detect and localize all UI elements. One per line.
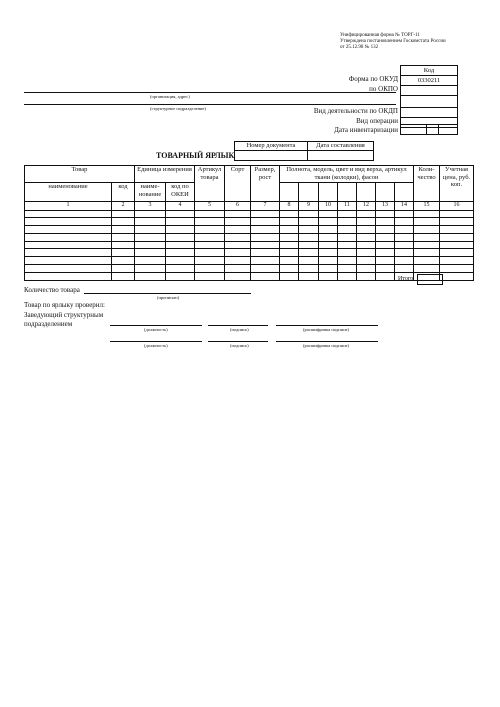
- table-cell[interactable]: [319, 218, 338, 226]
- table-cell[interactable]: [440, 233, 474, 241]
- inventory-date-box: [400, 124, 458, 135]
- goods-table: [24, 165, 474, 281]
- table-cell[interactable]: [440, 241, 474, 249]
- okud-label: Форма по ОКУД: [348, 75, 398, 83]
- table-cell[interactable]: [112, 249, 135, 257]
- table-row: [25, 233, 474, 241]
- form-date: от 25.12.98 № 132: [340, 45, 379, 50]
- subdivision-caption: (структурное подразделение): [150, 106, 206, 111]
- table-cell[interactable]: [251, 272, 280, 280]
- table-cell[interactable]: [195, 272, 225, 280]
- table-cell[interactable]: [319, 210, 338, 218]
- table-cell[interactable]: [225, 226, 251, 234]
- table-cell[interactable]: [280, 233, 299, 241]
- table-cell[interactable]: [166, 218, 195, 226]
- table-cell[interactable]: [299, 241, 319, 249]
- fullness-sub-6: [376, 183, 395, 202]
- table-cell[interactable]: [166, 272, 195, 280]
- size-header: Размер, рост: [251, 166, 280, 202]
- table-cell[interactable]: [395, 265, 414, 273]
- total-value[interactable]: [417, 274, 443, 285]
- col-number: 4: [166, 202, 195, 211]
- goods-header: Товар: [25, 166, 135, 183]
- total-label: Итого: [398, 276, 414, 282]
- table-cell[interactable]: [376, 272, 395, 280]
- table-cell[interactable]: [357, 265, 376, 273]
- table-cell[interactable]: [440, 210, 474, 218]
- table-cell[interactable]: [280, 226, 299, 234]
- table-cell[interactable]: [195, 233, 225, 241]
- col-number: 6: [225, 202, 251, 211]
- decoding-caption-2: (расшифровка подписи): [303, 343, 349, 348]
- table-cell[interactable]: [166, 249, 195, 257]
- table-cell[interactable]: [357, 210, 376, 218]
- qty-label: Количество товара: [24, 286, 80, 294]
- quantity-header: Коли-чество: [414, 166, 440, 202]
- table-cell[interactable]: [225, 249, 251, 257]
- decoding-line-1[interactable]: [276, 325, 378, 326]
- okdp-value[interactable]: [401, 108, 458, 118]
- position-line-2[interactable]: [110, 341, 202, 342]
- table-cell[interactable]: [112, 265, 135, 273]
- table-cell[interactable]: [319, 257, 338, 265]
- blank-code[interactable]: [401, 96, 458, 108]
- table-cell[interactable]: [280, 272, 299, 280]
- table-cell[interactable]: [338, 241, 357, 249]
- table-cell[interactable]: [357, 249, 376, 257]
- fullness-sub-4: [338, 183, 357, 202]
- table-cell[interactable]: [414, 249, 440, 257]
- table-cell[interactable]: [414, 226, 440, 234]
- table-cell[interactable]: [376, 210, 395, 218]
- col-number: 13: [376, 202, 395, 211]
- signature-caption-2: (подпись): [230, 343, 249, 348]
- table-cell[interactable]: [25, 249, 112, 257]
- fullness-sub-5: [357, 183, 376, 202]
- table-cell[interactable]: [319, 265, 338, 273]
- table-cell[interactable]: [280, 241, 299, 249]
- table-cell[interactable]: [225, 218, 251, 226]
- table-body: [25, 210, 474, 280]
- table-cell[interactable]: [251, 233, 280, 241]
- doc-date-value[interactable]: [308, 151, 374, 161]
- table-cell[interactable]: [357, 272, 376, 280]
- table-cell[interactable]: [376, 265, 395, 273]
- col-number: 14: [395, 202, 414, 211]
- signature-caption-1: (подпись): [230, 327, 249, 332]
- table-cell[interactable]: [251, 249, 280, 257]
- okpo-label: по ОКПО: [369, 85, 398, 93]
- table-cell[interactable]: [395, 226, 414, 234]
- col-number: 7: [251, 202, 280, 211]
- operation-label: Вид операции: [356, 117, 398, 125]
- table-cell[interactable]: [376, 218, 395, 226]
- table-cell[interactable]: [376, 233, 395, 241]
- table-cell[interactable]: [195, 226, 225, 234]
- table-cell[interactable]: [357, 233, 376, 241]
- table-cell[interactable]: [135, 249, 166, 257]
- table-cell[interactable]: [299, 210, 319, 218]
- table-cell[interactable]: [338, 226, 357, 234]
- table-cell[interactable]: [135, 233, 166, 241]
- table-cell[interactable]: [25, 257, 112, 265]
- page-title: ТОВАРНЫЙ ЯРЛЫК: [156, 151, 235, 160]
- codes-header: Код: [401, 66, 458, 76]
- table-cell[interactable]: [25, 272, 112, 280]
- col-number: 5: [195, 202, 225, 211]
- table-cell[interactable]: [338, 249, 357, 257]
- table-cell[interactable]: [280, 257, 299, 265]
- table-cell[interactable]: [299, 265, 319, 273]
- position-caption-1: (должность): [144, 327, 168, 332]
- table-cell[interactable]: [166, 226, 195, 234]
- table-cell[interactable]: [225, 257, 251, 265]
- table-cell[interactable]: [376, 257, 395, 265]
- price-header: Учетная цена, руб. коп.: [440, 166, 474, 202]
- table-cell[interactable]: [195, 241, 225, 249]
- inv-date-day[interactable]: [401, 125, 427, 135]
- table-cell[interactable]: [414, 265, 440, 273]
- table-cell[interactable]: [112, 233, 135, 241]
- table-cell[interactable]: [319, 233, 338, 241]
- table-cell[interactable]: [166, 210, 195, 218]
- qty-caption: (прописью): [157, 295, 180, 300]
- table-cell[interactable]: [225, 272, 251, 280]
- table-cell[interactable]: [251, 218, 280, 226]
- table-cell[interactable]: [299, 272, 319, 280]
- table-cell[interactable]: [195, 257, 225, 265]
- table-cell[interactable]: [338, 233, 357, 241]
- table-cell[interactable]: [395, 249, 414, 257]
- table-cell[interactable]: [319, 226, 338, 234]
- table-cell[interactable]: [251, 241, 280, 249]
- table-cell[interactable]: [112, 210, 135, 218]
- table-cell[interactable]: [112, 226, 135, 234]
- table-row: [25, 210, 474, 218]
- fullness-sub-1: [280, 183, 299, 202]
- table-cell[interactable]: [319, 241, 338, 249]
- table-cell[interactable]: [135, 257, 166, 265]
- doc-number-label: Номер документа: [235, 142, 308, 151]
- table-cell[interactable]: [414, 241, 440, 249]
- table-cell[interactable]: [299, 257, 319, 265]
- inv-date-month[interactable]: [427, 125, 438, 135]
- decoding-line-2[interactable]: [276, 341, 378, 342]
- table-cell[interactable]: [414, 210, 440, 218]
- table-cell[interactable]: [299, 218, 319, 226]
- table-row: [25, 226, 474, 234]
- table-row: [25, 249, 474, 257]
- grade-header: Сорт: [225, 166, 251, 202]
- table-cell[interactable]: [112, 257, 135, 265]
- position-line-1[interactable]: [110, 325, 202, 326]
- table-cell[interactable]: [338, 265, 357, 273]
- signature-line-2[interactable]: [208, 341, 268, 342]
- doc-number-value[interactable]: [235, 151, 308, 161]
- form-approval: Утверждена постановлением Госкомстата России: [340, 39, 446, 44]
- decoding-caption-1: (расшифровка подписи): [303, 327, 349, 332]
- table-cell[interactable]: [376, 249, 395, 257]
- table-row: [25, 218, 474, 226]
- table-cell[interactable]: [414, 257, 440, 265]
- table-cell[interactable]: [357, 226, 376, 234]
- doc-date-label: Дата составления: [308, 142, 374, 151]
- table-cell[interactable]: [25, 210, 112, 218]
- table-cell[interactable]: [280, 218, 299, 226]
- checked-label: Товар по ярлыку проверил:: [24, 301, 105, 309]
- table-cell[interactable]: [195, 210, 225, 218]
- table-cell[interactable]: [251, 210, 280, 218]
- doc-number-table: [234, 141, 374, 161]
- fullness-sub-3: [319, 183, 338, 202]
- table-cell[interactable]: [112, 272, 135, 280]
- table-cell[interactable]: [357, 257, 376, 265]
- codes-box: [400, 65, 458, 128]
- table-cell[interactable]: [195, 249, 225, 257]
- unit-okei-header: код по ОКЕИ: [166, 183, 195, 202]
- table-cell[interactable]: [25, 226, 112, 234]
- table-cell[interactable]: [440, 265, 474, 273]
- table-cell[interactable]: [440, 257, 474, 265]
- table-cell[interactable]: [135, 218, 166, 226]
- table-cell[interactable]: [251, 226, 280, 234]
- table-cell[interactable]: [195, 218, 225, 226]
- table-cell[interactable]: [135, 272, 166, 280]
- table-cell[interactable]: [395, 210, 414, 218]
- table-cell[interactable]: [395, 257, 414, 265]
- table-cell[interactable]: [225, 210, 251, 218]
- table-cell[interactable]: [195, 265, 225, 273]
- table-cell[interactable]: [299, 249, 319, 257]
- goods-name-header: наименование: [25, 183, 112, 202]
- table-cell[interactable]: [414, 233, 440, 241]
- column-numbers-row: [25, 202, 474, 211]
- unit-name-header: наиме-нование: [135, 183, 166, 202]
- table-cell[interactable]: [25, 218, 112, 226]
- table-row: [25, 257, 474, 265]
- col-number: 16: [440, 202, 474, 211]
- table-cell[interactable]: [166, 233, 195, 241]
- article-header: Артикул товара: [195, 166, 225, 202]
- unit-header: Единица измерения: [135, 166, 195, 183]
- col-number: 3: [135, 202, 166, 211]
- head-label-2: подразделением: [24, 320, 73, 328]
- table-cell[interactable]: [299, 226, 319, 234]
- table-cell[interactable]: [357, 218, 376, 226]
- table-cell[interactable]: [135, 241, 166, 249]
- table-cell[interactable]: [135, 265, 166, 273]
- org-line[interactable]: [24, 92, 396, 93]
- table-cell[interactable]: [112, 241, 135, 249]
- table-cell[interactable]: [25, 265, 112, 273]
- table-cell[interactable]: [440, 249, 474, 257]
- table-cell[interactable]: [280, 249, 299, 257]
- table-cell[interactable]: [166, 257, 195, 265]
- fullness-header: Полнота, модель, цвет и вид верха, артикул ткани (колодки), фасон: [280, 166, 414, 183]
- table-cell[interactable]: [338, 218, 357, 226]
- table-row: [25, 241, 474, 249]
- table-cell[interactable]: [440, 272, 474, 280]
- okpo-value[interactable]: [401, 86, 458, 96]
- table-cell[interactable]: [319, 249, 338, 257]
- table-cell[interactable]: [25, 241, 112, 249]
- table-cell[interactable]: [338, 210, 357, 218]
- org-caption: (организация, адрес): [150, 94, 190, 99]
- form-header: [340, 33, 446, 51]
- fullness-sub-7: [395, 183, 414, 202]
- inv-date-year[interactable]: [438, 125, 457, 135]
- table-cell[interactable]: [225, 265, 251, 273]
- head-label-1: Заведующий структурным: [24, 311, 104, 319]
- table-cell[interactable]: [166, 241, 195, 249]
- col-number: 10: [319, 202, 338, 211]
- goods-code-header: код: [112, 183, 135, 202]
- table-cell[interactable]: [357, 241, 376, 249]
- table-cell[interactable]: [338, 257, 357, 265]
- table-cell[interactable]: [225, 241, 251, 249]
- table-cell[interactable]: [299, 233, 319, 241]
- table-cell[interactable]: [376, 226, 395, 234]
- table-cell[interactable]: [280, 265, 299, 273]
- table-cell[interactable]: [25, 233, 112, 241]
- subdivision-line[interactable]: [24, 104, 396, 105]
- table-cell[interactable]: [135, 226, 166, 234]
- table-cell[interactable]: [251, 265, 280, 273]
- table-cell[interactable]: [166, 265, 195, 273]
- col-number: 8: [280, 202, 299, 211]
- position-caption-2: (должность): [144, 343, 168, 348]
- form-name: Унифицированная форма № ТОРГ-11: [340, 33, 420, 38]
- table-cell[interactable]: [112, 218, 135, 226]
- table-cell[interactable]: [395, 218, 414, 226]
- fullness-sub-2: [299, 183, 319, 202]
- signature-line-1[interactable]: [208, 325, 268, 326]
- table-cell[interactable]: [440, 218, 474, 226]
- table-cell[interactable]: [338, 272, 357, 280]
- okud-value: 0330211: [401, 76, 458, 86]
- col-number: 9: [299, 202, 319, 211]
- qty-line[interactable]: [84, 293, 251, 294]
- table-cell[interactable]: [225, 233, 251, 241]
- table-cell[interactable]: [319, 272, 338, 280]
- table-cell[interactable]: [251, 257, 280, 265]
- table-cell[interactable]: [280, 210, 299, 218]
- col-number: 11: [338, 202, 357, 211]
- table-cell[interactable]: [395, 233, 414, 241]
- col-number: 1: [25, 202, 112, 211]
- table-cell[interactable]: [376, 241, 395, 249]
- table-cell[interactable]: [440, 226, 474, 234]
- col-number: 12: [357, 202, 376, 211]
- col-number: 2: [112, 202, 135, 211]
- table-cell[interactable]: [414, 218, 440, 226]
- okdp-label: Вид деятельности по ОКДП: [313, 107, 398, 115]
- table-row: [25, 265, 474, 273]
- inventory-date-label: Дата инвентаризации: [334, 126, 398, 134]
- col-number: 15: [414, 202, 440, 211]
- table-cell[interactable]: [395, 241, 414, 249]
- table-cell[interactable]: [135, 210, 166, 218]
